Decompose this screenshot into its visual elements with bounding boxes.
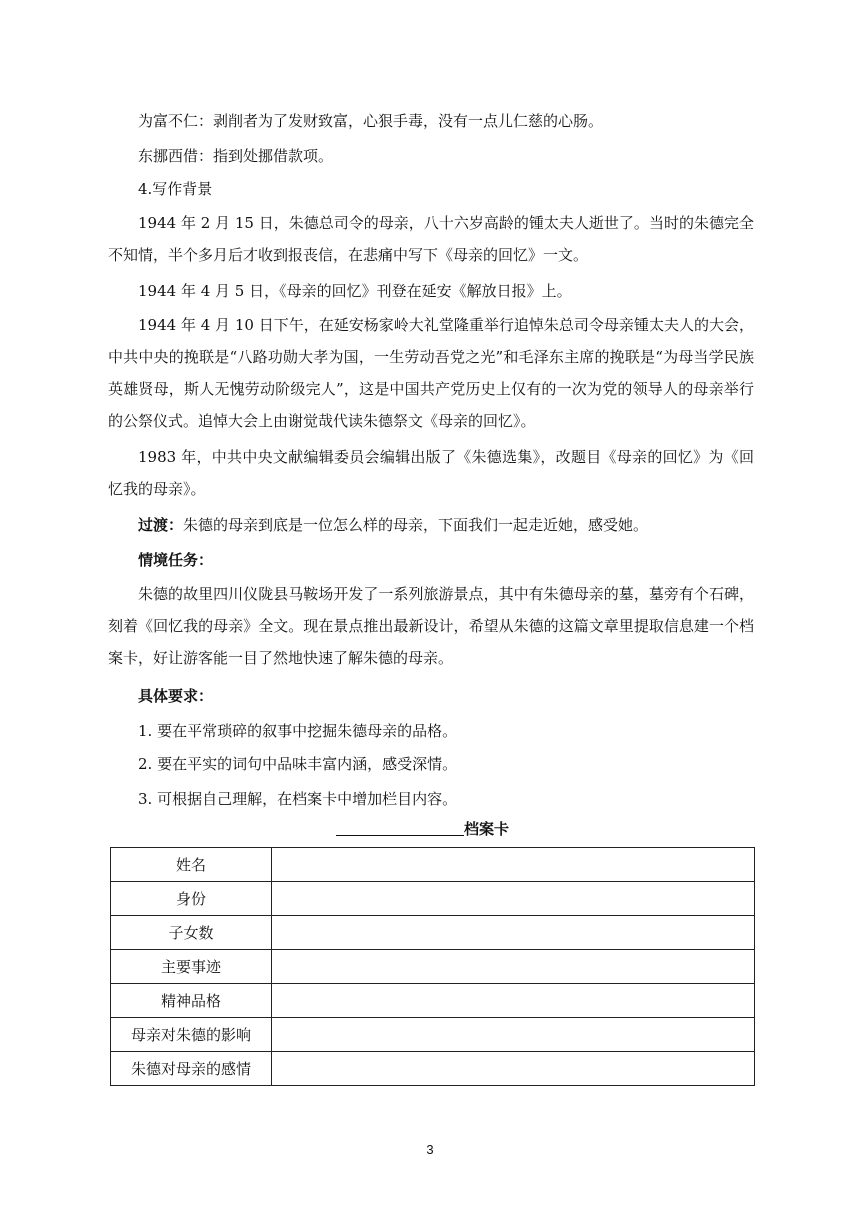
transition-text: 朱德的母亲到底是一位怎么样的母亲，下面我们一起走近她，感受她。 bbox=[183, 516, 649, 534]
section-heading-background: 4.写作背景 bbox=[138, 180, 213, 198]
row-label: 精神品格 bbox=[111, 984, 272, 1018]
task-text: 朱德的故里四川仪陇县马鞍场开发了一系列旅游景点，其中有朱德母亲的墓，墓旁有个石碑，刻着《回忆我的母亲》全文。现在景点推出最新设计，希望从朱德的这篇文章里提取信息建一个档案卡，好让游客能一目了然地快速了解朱德的母亲。 bbox=[108, 585, 754, 667]
paragraph-background-4: 1983 年，中共中央文献编辑委员会编辑出版了《朱德选集》，改题目《母亲的回忆》为《回忆我的母亲》。 bbox=[108, 448, 754, 498]
row-label: 姓名 bbox=[111, 848, 272, 882]
row-value-cell[interactable] bbox=[272, 1052, 755, 1086]
table-row bbox=[111, 950, 755, 984]
paragraph-dongnuoxijie: 东挪西借：指到处挪借款项。 bbox=[138, 147, 334, 165]
row-label: 身份 bbox=[111, 882, 272, 916]
table-row bbox=[111, 882, 755, 916]
row-label: 子女数 bbox=[111, 916, 272, 950]
paragraph-background-3: 1944 年 4 月 10 日下午，在延安杨家岭大礼堂隆重举行追悼朱总司令母亲锺太夫人的大会，中共中央的挽联是“八路功勋大孝为国，一生劳动吾党之光”和毛泽东主席的挽联是“为母当学民族英雄贤母，斯人无愧劳动阶级完人”，这是中国共产党历史上仅有的一次为党的领导人的母亲举行的公祭仪式。追悼大会上由谢觉哉代读朱德祭文《母亲的回忆》。 bbox=[108, 316, 754, 430]
row-value-cell[interactable] bbox=[272, 1018, 755, 1052]
row-value-cell[interactable] bbox=[272, 916, 755, 950]
table-row bbox=[111, 848, 755, 882]
paragraph-weifuburen: 为富不仁：剥削者为了发财致富，心狠手毒，没有一点儿仁慈的心肠。 bbox=[138, 112, 604, 130]
table-row bbox=[111, 1052, 755, 1086]
row-value-cell[interactable] bbox=[272, 882, 755, 916]
task-heading: 情境任务： bbox=[138, 551, 214, 569]
transition-label: 过渡： bbox=[138, 516, 184, 534]
row-value-cell[interactable] bbox=[272, 984, 755, 1018]
requirement-item: 1. 要在平常琐碎的叙事中挖掘朱德母亲的品格。 bbox=[138, 722, 458, 740]
requirement-item: 3. 可根据自己理解，在档案卡中增加栏目内容。 bbox=[138, 790, 458, 808]
page-number: 3 bbox=[426, 1142, 434, 1157]
paragraph-background-1: 1944 年 2 月 15 日，朱德总司令的母亲，八十六岁高龄的锺太夫人逝世了。当时的朱德完全不知情，半个多月后才收到报丧信，在悲痛中写下《母亲的回忆》一文。 bbox=[108, 214, 754, 264]
card-title-label: 档案卡 bbox=[464, 820, 510, 838]
table-row bbox=[111, 984, 755, 1018]
card-title-blank[interactable] bbox=[336, 819, 464, 836]
requirement-item: 2. 要在平实的词句中品味丰富内涵，感受深情。 bbox=[138, 755, 458, 773]
requirements-heading: 具体要求： bbox=[138, 687, 214, 705]
table-row bbox=[111, 1018, 755, 1052]
table-row bbox=[111, 916, 755, 950]
row-label: 朱德对母亲的感情 bbox=[111, 1052, 272, 1086]
paragraph-background-2: 1944 年 4 月 5 日，《母亲的回忆》刊登在延安《解放日报》上。 bbox=[138, 282, 572, 300]
row-label: 主要事迹 bbox=[111, 950, 272, 984]
row-value-cell[interactable] bbox=[272, 950, 755, 984]
row-value-cell[interactable] bbox=[272, 848, 755, 882]
archive-card-table bbox=[110, 847, 755, 1086]
row-label: 母亲对朱德的影响 bbox=[111, 1018, 272, 1052]
transition-paragraph bbox=[108, 509, 754, 541]
card-title bbox=[336, 818, 596, 840]
